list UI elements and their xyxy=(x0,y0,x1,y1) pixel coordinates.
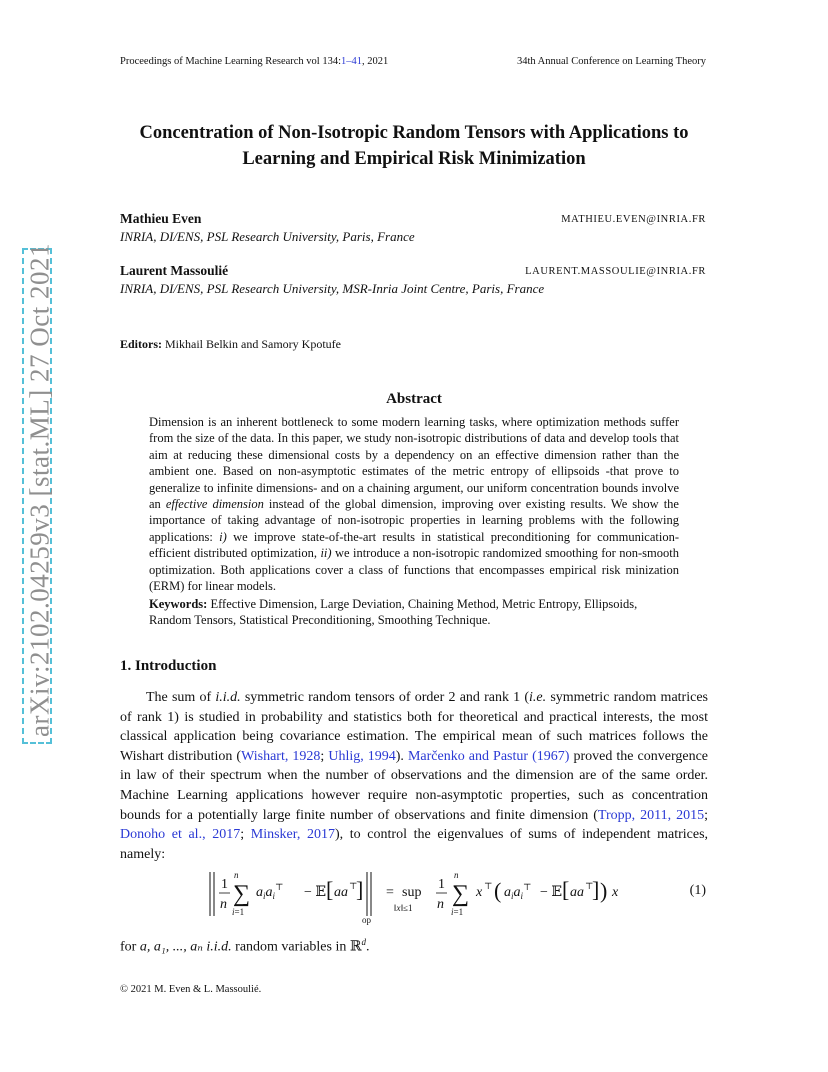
intro-paragraph: The sum of i.i.d. symmetric random tensors of order 2 and rank 1 (i.e. symmetric random matrices of rank 1) is studied in probability and statistics both for theoretical and practical interests, the most classical application being covariance estimation. The empirical mean of such matrices follows the Wishart distribution (Wishart, 1928; Uhlig, 1994). Marčenko and Pastur (1967) proved the convergence in law of their spectrum when the number of observations and the dimension are of the same order. Machine Learning applications however require non-asymptotic properties, such as concentration bounds for a potentially large finite number of observations and finite dimension (Tropp, 2011, 2015; Donoho et al., 2017; Minsker, 2017), to control the eigenvalues of sums of independent matrices, namely: xyxy=(120,690,709,862)
svg-text:n: n xyxy=(234,870,239,880)
svg-text:n: n xyxy=(220,897,227,912)
svg-text:i=1: i=1 xyxy=(451,907,464,917)
section-heading-introduction: 1. Introduction xyxy=(120,658,217,674)
svg-text:i=1: i=1 xyxy=(232,907,245,917)
svg-text:∑: ∑ xyxy=(452,881,470,907)
abstract-heading: Abstract xyxy=(386,391,442,407)
svg-text:=: = xyxy=(386,885,394,900)
author-affiliation: INRIA, DI/ENS, PSL Research University, Paris, France xyxy=(120,229,415,244)
editors-line: Editors: Mikhail Belkin and Samory Kpotufe xyxy=(120,337,341,351)
equation-number: (1) xyxy=(689,883,706,898)
citation-link[interactable]: Marčenko and Pastur (1967) xyxy=(407,748,570,764)
copyright-notice: © 2021 M. Even & L. Massoulié. xyxy=(120,984,262,995)
arxiv-id: arXiv:2102.04259v3 [stat.ML] 27 Oct 2021 xyxy=(24,243,55,737)
svg-text:⊤: ⊤ xyxy=(585,881,594,891)
keywords: Keywords: Effective Dimension, Large Deviation, Chaining Method, Metric Entropy, Ellipsoids, Random Tensors, Statistical Preconditioning, Smoothing Technique. xyxy=(149,597,638,628)
svg-text:[: [ xyxy=(326,877,334,902)
arxiv-stamp xyxy=(20,230,60,750)
citation-link[interactable]: Uhlig, 1994 xyxy=(328,748,396,764)
citation-link[interactable]: Tropp, 2011, 2015 xyxy=(597,807,705,823)
svg-text:sup: sup xyxy=(402,885,422,900)
svg-text:1: 1 xyxy=(221,877,228,892)
paper-title: Concentration of Non-Isotropic Random Tensors with Applications to Learning and Empirical Risk Minimization xyxy=(139,123,689,169)
svg-text:aiai⊤: $a_ia_i^⊤$ xyxy=(256,882,284,901)
svg-text:aiai⊤: $a_ia_i^⊤$ xyxy=(504,882,532,901)
svg-text:op: op xyxy=(362,915,371,925)
svg-text:): ) xyxy=(600,878,608,903)
svg-text:x: x xyxy=(612,885,619,900)
svg-text:(: ( xyxy=(494,878,502,903)
svg-text:]: ] xyxy=(592,877,600,902)
svg-text:x: x xyxy=(476,885,483,900)
author-affiliation: INRIA, DI/ENS, PSL Research University, MSR-Inria Joint Centre, Paris, France xyxy=(120,281,545,296)
citation-link[interactable]: Wishart, 1928 xyxy=(241,748,321,764)
svg-text:− 𝔼: − 𝔼 xyxy=(540,885,563,900)
svg-text:aa: aa xyxy=(570,885,584,900)
svg-text:− 𝔼: − 𝔼 xyxy=(304,885,327,900)
running-header-right: 34th Annual Conference on Learning Theory xyxy=(516,56,706,67)
author-name: Mathieu Even xyxy=(120,211,202,226)
abstract-body: Dimension is an inherent bottleneck to some modern learning tasks, where optimization methods suffer from the size of the data. In this paper, we study non-isotropic distributions of data and develop tools that aim at reducing these dimensional costs by a dependency on an effective dimension rather than the ambient one. Based on non-asymptotic estimates of the metric entropy of ellipsoids -that prove to generalize to infinite dimensions- and on a chaining argument, our uniform concentration bounds involve an effective dimension instead of the global dimension, improving over existing results. We show the importance of taking advantage of non-isotropic properties in learning problems with the following applications: i) we improve state-of-the-art results in statistical preconditioning for communication-efficient distributed optimization, ii) we introduce a non-isotropic randomized smoothing for non-smooth optimization. Both applications cover a class of functions that encompasses empirical risk minization (ERM) for linear models. xyxy=(149,415,679,594)
svg-text:∑: ∑ xyxy=(233,881,251,907)
equation-1 xyxy=(208,868,708,928)
svg-text:n: n xyxy=(454,870,459,880)
author-name: Laurent Massoulié xyxy=(120,263,229,278)
svg-text:n: n xyxy=(437,897,444,912)
svg-text:aa: aa xyxy=(334,885,348,900)
pages-link[interactable]: 1–41 xyxy=(341,56,363,67)
citation-link[interactable]: Donoho et al., 2017 xyxy=(120,827,241,843)
author-email[interactable]: LAURENT.MASSOULIE@INRIA.FR xyxy=(525,266,706,277)
running-header-left: Proceedings of Machine Learning Research vol 134:1–41, 2021 xyxy=(120,56,389,67)
svg-text:⊤: ⊤ xyxy=(484,881,493,891)
svg-text:[: [ xyxy=(562,877,570,902)
svg-text:]: ] xyxy=(356,877,364,902)
svg-text:⊤: ⊤ xyxy=(349,881,358,891)
svg-text:1: 1 xyxy=(438,877,445,892)
svg-text:‖x‖≤1: ‖x‖≤1 xyxy=(394,903,413,913)
equation-followup-text: for a, a₁, ..., aₙ i.i.d. random variables in ℝ$^d$. xyxy=(120,937,370,955)
citation-link[interactable]: Minsker, 2017 xyxy=(250,827,335,843)
author-email[interactable]: MATHIEU.EVEN@INRIA.FR xyxy=(561,214,706,225)
